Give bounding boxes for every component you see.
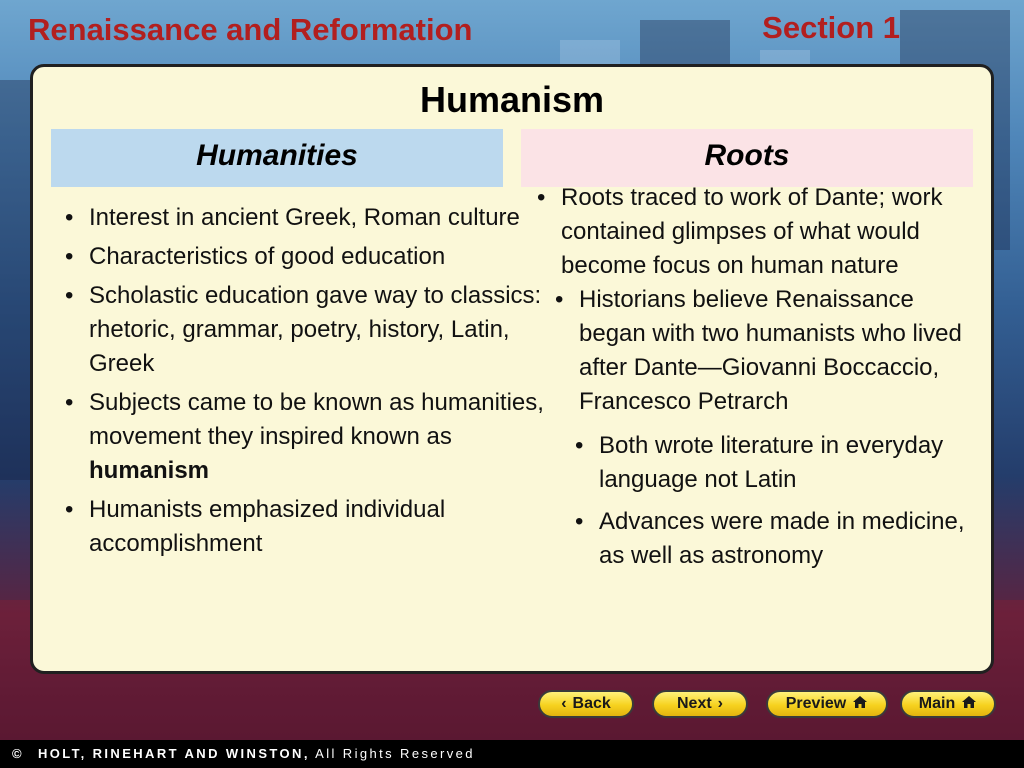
- humanism-term: humanism: [89, 457, 210, 484]
- list-item: • Roots traced to work of Dante; work contained glimpses of what would become focus on human nature: [533, 181, 983, 283]
- rights-text: All Rights Reserved: [315, 746, 475, 761]
- chevron-right-icon: ›: [717, 695, 723, 712]
- preview-button[interactable]: Preview: [766, 690, 888, 718]
- list-item: • Characteristics of good education: [61, 240, 549, 274]
- presentation-title: Renaissance and Reformation: [28, 12, 473, 47]
- roots-heading: Roots: [521, 129, 973, 187]
- list-item: • Advances were made in medicine, as well as astronomy: [571, 505, 983, 573]
- main-button[interactable]: Main: [900, 690, 996, 718]
- copyright-symbol: ©: [12, 746, 24, 761]
- list-item: • Both wrote literature in everyday language not Latin: [571, 429, 983, 497]
- list-item: • Subjects came to be known as humanities, movement they inspired known as humanism: [61, 386, 549, 488]
- humanities-list: [61, 201, 549, 566]
- list-item: • Historians believe Renaissance began with two humanists who lived after Dante—Giovanni Boccaccio, Francesco Petrarch: [551, 283, 983, 419]
- copyright-footer: [0, 740, 1024, 768]
- list-item: • Interest in ancient Greek, Roman culture: [61, 201, 549, 235]
- chevron-left-icon: ‹: [561, 695, 567, 712]
- humanities-heading: Humanities: [51, 129, 503, 187]
- roots-list: [533, 181, 983, 581]
- next-button[interactable]: Next ›: [652, 690, 748, 718]
- content-panel: [30, 64, 994, 674]
- section-label: Section 1: [762, 10, 900, 45]
- list-item: • Humanists emphasized individual accomplishment: [61, 493, 549, 561]
- home-icon: [852, 695, 868, 714]
- list-item: • Scholastic education gave way to classics: rhetoric, grammar, poetry, history, Latin, Greek: [61, 279, 549, 381]
- home-icon: [961, 695, 977, 714]
- slide-title: Humanism: [419, 79, 605, 120]
- back-button[interactable]: ‹ Back: [538, 690, 634, 718]
- publisher-name: HOLT, RINEHART AND WINSTON,: [38, 746, 310, 761]
